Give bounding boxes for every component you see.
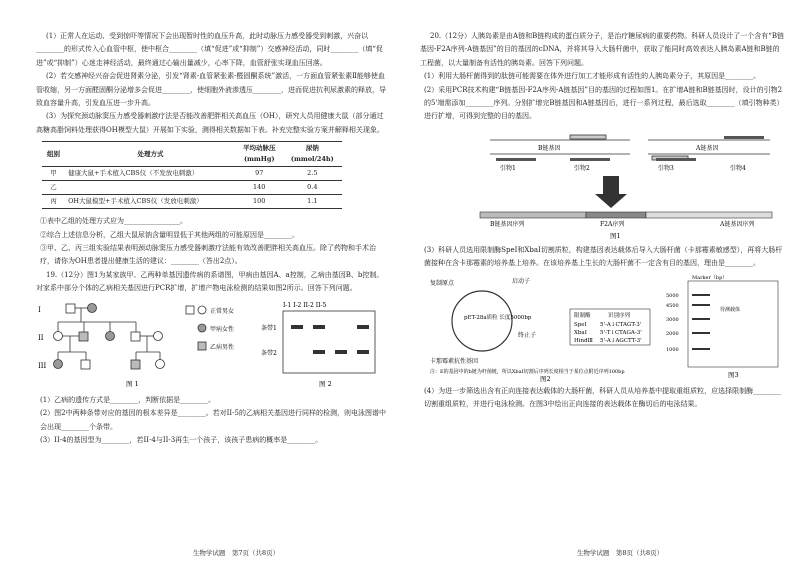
q20-q1: (1）利用大肠杆菌得到的肽链可能需要在体外进行加工才能形成有活性的人胰岛素分子，其原因是________。 [424,72,761,81]
marker-value: 5000 [666,292,679,299]
table-cell [65,181,236,195]
page-footer: 生物学试题 第8页（共8页） [576,548,664,557]
q18-sub2: ②综合上述信息分析，乙组大鼠尿钠含量明显低于其他两组的可能原因是________。 [40,230,299,239]
process-arrow [603,176,619,194]
marker-band [692,332,710,334]
gel-band [357,325,369,329]
primer-arrow [570,158,610,161]
marker-band [692,304,710,306]
enzyme-site: 5'-A↓AGCTT-3' [600,337,642,344]
q20-intro: 20.（12分）人胰岛素是由A链和B链构成的蛋白质分子，是治疗糖尿病的重要药物。科研人员设计了一个含有“B链基因-F2A序列-A链基因”的目的基因的cDNA，并将其导入大肠杆菌中，获取了能同时高效表达人胰岛素A链和B链的工程菌，以大量制备有活性的胰岛素。回答下列问题。 [420,32,784,67]
figure-note: 注：E的基因中的b链为杆菌链，所以XbaⅠ切割后序列长度相当于某位点附近序列100bp [430,368,625,375]
gen-label: II [38,333,44,342]
q18-part1: (1）正常人在运动、受到惊吓等情况下会出现暂时性的血压升高，此时动脉压力感受器受到刺激，兴奋以________的形式传入心血管中枢，使中枢合________（填“促进”或“抑制”）交感神经活动，同时________（填“促进”或“抑制”）心迷走神经活动，最终通过心输出量减少，心率下降，血管舒张实现血压回落。 [36,32,383,67]
enzyme-name: XbaⅠ [574,329,587,336]
lane-label: 待测载体 [720,306,741,313]
band-label: 条带1 [261,324,277,332]
q19-intro: 19.（12分）图1为某家族甲、乙两种单基因遗传病的系谱图，甲病由基因A、a控制，乙病由基因B、b控制。对家系中部分个体的乙病相关基因进行PCR扩增，扩增产物电泳检测的结果如图2所示。回答下列问题。 [36,270,384,293]
q20-q3: (3）科研人员选用限制酶SpeⅠ和XbaⅠ切割质粒，构建基因表达载体后导入大肠杆菌（卡那霉素敏感型），再将大肠杆菌接种在含卡那霉素的培养基上培养。在该培养基上生长的大肠杆菌不一定含有目的基因，理由是________。 [424,245,783,268]
q18-sub3: ③甲、乙、丙三组实验结果表明颈动脉窦压力感受器刺激疗法能有效改善肥胖相关高血压。除了药物和手术治疗，请你为OH患者提出健康生活的建议：________（答出2点）。 [40,244,376,266]
marker-band [692,348,710,350]
plasmid-label: 卡那霉素抗性基因 [430,357,479,365]
table-cell: 0.4 [283,181,342,195]
figure-caption: 图3 [728,370,739,379]
table-header: 组别 [42,142,65,167]
primer-arrow [496,158,536,161]
male-affected [79,332,88,341]
gene-label: B链基因 [538,144,561,152]
experiment-table [42,141,342,209]
table-cell: 甲 [42,167,65,181]
table-header: 处理方式 [65,142,236,167]
segment-label: A链基因序列 [720,220,755,228]
gel-band [357,350,369,354]
q18-part2: (2）若交感神经兴奋会促进肾素分泌，引发“肾素-血管紧张素-醛固酮系统”激活，一方面血管紧张素Ⅱ能够使血管收缩，另一方面醛固酮分泌增多会促进________，使细胞外液渗透压________，进而促进抗利尿激素的释放，导致血容量升高，引发血压进一步升高。 [36,72,386,108]
marker-value: 3000 [666,316,679,323]
electrophoresis-gel [261,298,381,390]
enzyme-site: 5'-T↓CTAGA-3' [600,329,642,336]
figure-caption: 图1 [610,231,621,240]
table-cell: 乙 [42,181,65,195]
legend-affected-male [198,342,206,350]
legend-label: 乙病男性 [210,343,235,351]
table-cell: OH大鼠模型+手术植入CBS仪（发放电刺激） [65,195,236,209]
female-affected [106,331,115,340]
gel-box [688,281,778,367]
marker-band [692,318,710,320]
legend-label: 甲病女性 [210,325,235,333]
right-page [400,0,800,566]
q20-q4: (4）为进一步筛选出含有正向连接表达载体的大肠杆菌，科研人员从培养基中提取重组质粒，应选择限制酶________切割重组质粒，并进行电泳检测。在图3中绘出正向连接的表达载体在酶切后的电泳结果。 [424,386,782,409]
enzyme-header: 限制酶 [574,312,591,319]
female-affected [88,303,97,312]
pedigree-diagram [36,298,256,390]
primer-arrow [656,158,696,161]
table-row [42,195,342,209]
q19-q1: (1）乙病的遗传方式是________，判断依据是________。 [40,395,216,404]
figure-caption: 图 1 [126,379,139,388]
female-affected [54,359,63,368]
primer-arrow [724,136,764,139]
gel-band [313,325,325,329]
marker-label: Marker（bp） [692,274,728,281]
q19-q3: (3）II-4的基因型为________，若II-4与II-3再生一个孩子，该孩子患病的概率是________。 [40,435,323,444]
female-normal [154,331,163,340]
q18-sub1: ①表中乙组的处理方式应为________________。 [40,217,187,226]
primer-label: 引物3 [658,164,674,172]
plasmid-name: pET-28a质粒 长度5000bp [464,314,532,321]
female-normal [54,331,63,340]
page-footer: 生物学试题 第7页（共8页） [192,548,280,557]
gel-lane-labels: I-1 I-2 II-2 II-5 [283,301,327,309]
gen-label: III [38,361,47,370]
primer-label: 引物1 [500,164,516,172]
table-cell: 97 [236,167,283,181]
gel-band [291,325,303,329]
table-header: 尿钠 (mmol/24h) [283,142,342,167]
male-affected [131,360,140,369]
male-normal [81,360,90,369]
marker-value: 1000 [666,346,679,353]
table-cell: 140 [236,181,283,195]
segment-label: F2A序列 [600,220,625,228]
q19-figures [36,296,386,394]
enzyme-site: 5'-A↓CTAGT-3' [600,321,642,328]
marker-band [692,294,710,296]
marker-value: 4500 [666,302,679,309]
table-cell: 1.1 [283,195,342,209]
plasmid-circle [452,291,512,351]
plasmid-label: 复制原点 [430,279,455,287]
table-cell: 2.5 [283,167,342,181]
figure-caption: 图 2 [319,379,332,388]
enzyme-header: 识别序列 [608,312,631,319]
table-cell: 100 [236,195,283,209]
legend-label: 正常男女 [210,307,235,315]
gel-band [335,350,347,354]
female-normal [156,359,165,368]
enzyme-name: SpeⅠ [574,321,587,328]
table-row [42,167,342,181]
process-arrow-head [595,194,627,208]
figure-caption: 图2 [540,374,551,383]
table-header: 平均动脉压 (mmHg) [236,142,283,167]
gel-band [313,350,325,354]
segment-label: B链基因序列 [490,220,525,228]
plasmid-label: 终止子 [518,331,537,339]
marker-value: 2000 [666,330,679,337]
pcr-construction-diagram [420,128,786,240]
plasmid-and-gel-figures [420,273,786,383]
gen-label: I [38,305,41,314]
gene-label: A链基因 [696,144,719,152]
legend-affected-female [198,324,206,332]
enzyme-name: HindⅢ [574,337,593,344]
table-row [42,181,342,195]
table-cell: 丙 [42,195,65,209]
table-cell: 健康大鼠+手术植入CBS仪（不发放电刺激） [65,167,236,181]
legend-normal-female [198,306,206,314]
q18-part3: (3）为探究颈动脉窦压力感受器刺激疗法是否能改善肥胖相关高血压（OH），研究人员用健康大鼠（部分通过高糖高脂饲料处理获得OH模型大鼠）开展如下实验，测得相关数据如下表。补充完整实验方案并解释相关现象。 [36,112,384,134]
primer-label: 引物2 [574,164,590,172]
band-label: 条带2 [261,349,277,357]
male-normal [66,304,75,313]
plasmid-label: 启动子 [512,277,531,285]
male-normal [131,332,140,341]
primer-label: 引物4 [730,164,746,172]
q20-q2: (2）采用PCR技术构建“B链基因-F2A序列-A链基因”目的基因的过程如图1。在扩增A链和B链基因时，设计的引物2的5'端需添加________序列。分别扩增完B链基因和A链基因后，进行一系列过程，最后选取________（填引物种类）进行扩增，可得到完整的目的基因。 [424,85,784,121]
q19-q2: (2）图2中两种条带对应的基因的根本差异是________。若对II-5的乙病相关基因进行同样的检测，则电泳图谱中会出现________个条带。 [40,409,386,431]
legend-normal-male [186,306,194,314]
